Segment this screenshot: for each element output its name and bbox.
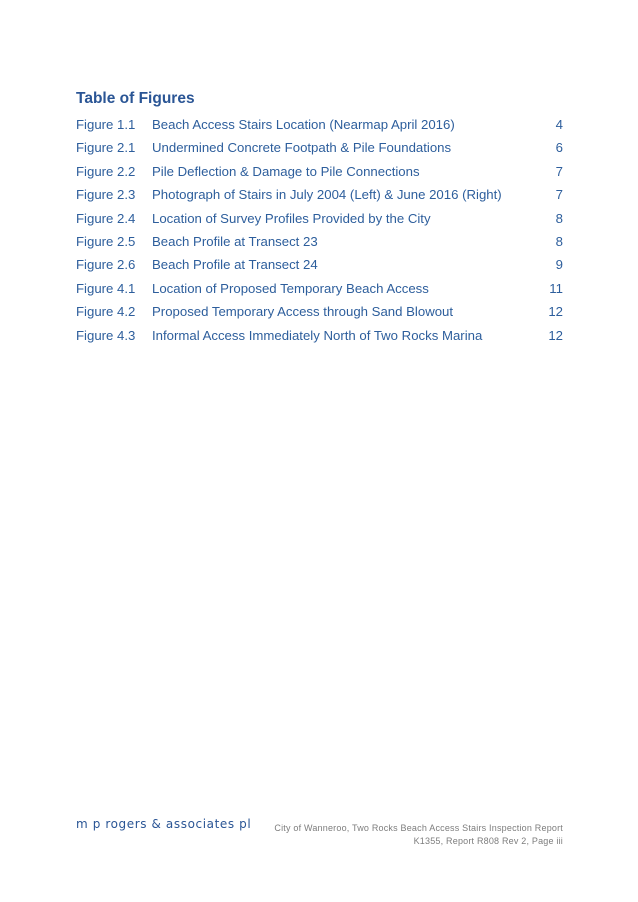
- figure-entry[interactable]: [76, 115, 563, 138]
- figure-list: [76, 115, 563, 349]
- figure-page-number: 6: [555, 140, 563, 156]
- figure-entry[interactable]: [76, 185, 563, 208]
- figure-caption: Location of Survey Profiles Provided by the City: [152, 210, 431, 226]
- figure-caption: Photograph of Stairs in July 2004 (Left) & June 2016 (Right): [152, 187, 502, 203]
- figure-entry[interactable]: [76, 138, 563, 161]
- figure-page-number: 12: [548, 327, 563, 343]
- figure-number: Figure 2.4: [76, 210, 136, 226]
- figure-caption: Location of Proposed Temporary Beach Access: [152, 280, 429, 296]
- figure-page-number: 8: [555, 210, 563, 226]
- figure-page-number: 11: [549, 280, 563, 296]
- figure-entry[interactable]: [76, 232, 563, 255]
- figure-number: Figure 2.5: [76, 233, 136, 249]
- figure-caption: Pile Deflection & Damage to Pile Connections: [152, 163, 420, 179]
- figure-number: Figure 2.2: [76, 163, 136, 179]
- figure-number: Figure 2.6: [76, 257, 136, 273]
- figure-page-number: 7: [555, 163, 563, 179]
- figure-entry[interactable]: [76, 255, 563, 278]
- figure-page-number: 8: [555, 233, 563, 249]
- figure-entry[interactable]: [76, 279, 563, 302]
- toc-title: Table of Figures: [76, 90, 195, 107]
- figure-page-number: 4: [555, 117, 563, 132]
- figure-caption: Undermined Concrete Footpath & Pile Foundations: [152, 140, 452, 156]
- figure-page-number: 12: [548, 304, 563, 320]
- footer-report-page: K1355, Report R808 Rev 2, Page iii: [413, 835, 563, 846]
- figure-number: Figure 2.1: [76, 140, 136, 156]
- figure-page-number: 7: [555, 187, 563, 203]
- figure-caption: Beach Access Stairs Location (Nearmap April 2016): [152, 117, 455, 132]
- figure-number: Figure 1.1: [76, 117, 136, 132]
- figure-caption: Beach Profile at Transect 23: [152, 233, 318, 249]
- figure-entry[interactable]: [76, 302, 563, 325]
- footer-report-reference: [274, 822, 563, 847]
- footer-report-title: City of Wanneroo, Two Rocks Beach Access Stairs Inspection Report: [274, 823, 563, 833]
- figure-caption: Proposed Temporary Access through Sand Blowout: [152, 304, 454, 320]
- figure-caption: Beach Profile at Transect 24: [152, 257, 318, 273]
- figure-number: Figure 4.2: [76, 304, 136, 320]
- figure-number: Figure 4.3: [76, 327, 136, 343]
- figure-number: Figure 4.1: [76, 280, 136, 296]
- footer-company-name: m p rogers & associates pl: [76, 817, 252, 831]
- figure-entry[interactable]: [76, 326, 563, 349]
- figure-entry[interactable]: [76, 162, 563, 185]
- figure-page-number: 9: [555, 257, 563, 273]
- figure-number: Figure 2.3: [76, 187, 136, 203]
- figure-caption: Informal Access Immediately North of Two Rocks Marina: [152, 327, 483, 343]
- figure-entry[interactable]: [76, 209, 563, 232]
